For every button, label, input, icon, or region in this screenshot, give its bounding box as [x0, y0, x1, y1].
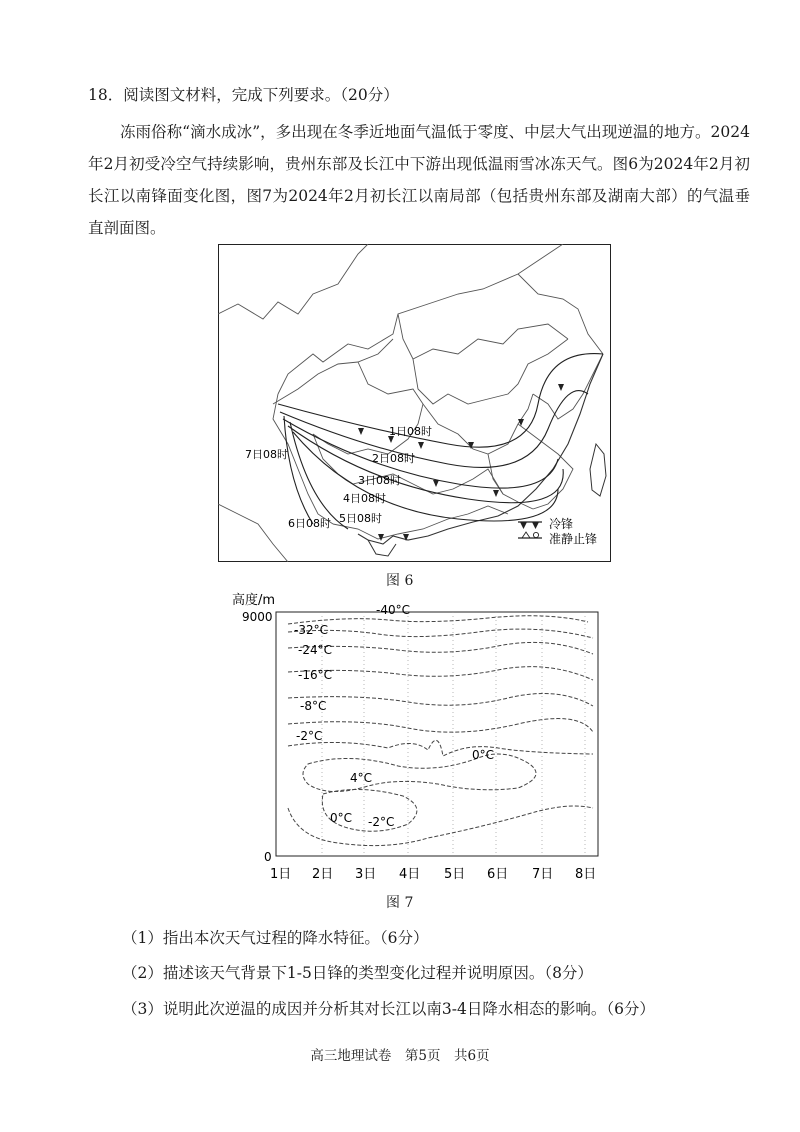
- isotherm-label: -16°C: [298, 668, 332, 682]
- sub-question-2: （2）描述该天气背景下1-5日锋的类型变化过程并说明原因。（8分）: [122, 964, 593, 982]
- x-tick: 4日: [399, 867, 421, 882]
- front-label-day2: 2日08时: [372, 452, 415, 465]
- isotherm-label: -8°C: [300, 699, 327, 713]
- isotherm-label: 0°C: [472, 748, 495, 762]
- question-heading: 18．阅读图文材料，完成下列要求。（20分）: [88, 86, 399, 104]
- front-label-day1: 1日08时: [389, 425, 432, 438]
- x-tick: 7日: [532, 867, 554, 882]
- legend-stationary-front: 准静止锋: [549, 532, 598, 546]
- x-tick: 2日: [312, 867, 334, 882]
- figure-7-profile: [228, 588, 618, 892]
- x-tick: 3日: [355, 867, 377, 882]
- figure-6-caption: 图 6: [386, 573, 414, 589]
- y-tick-bottom: 0: [264, 850, 272, 864]
- figure-6-map: [218, 244, 611, 566]
- isotherm-label: 0°C: [330, 811, 353, 825]
- front-label-day5: 5日08时: [339, 512, 382, 525]
- sub-question-3: （3）说明此次逆温的成因并分析其对长江以南3-4日降水相态的影响。（6分）: [122, 1000, 655, 1018]
- x-tick: 8日: [575, 867, 597, 882]
- sub-question-1: （1）指出本次天气过程的降水特征。（6分）: [122, 929, 429, 947]
- figure-7-caption: 图 7: [386, 895, 414, 911]
- front-label-day7: 7日08时: [245, 448, 288, 461]
- front-label-day6: 6日08时: [288, 517, 331, 530]
- isotherm-label: 4°C: [350, 771, 373, 785]
- page-footer: 高三地理试卷 第5页 共6页: [310, 1048, 490, 1064]
- isotherm-label: -32°C: [294, 623, 328, 637]
- x-tick: 1日: [270, 867, 292, 882]
- x-tick: 6日: [487, 867, 509, 882]
- front-label-day4: 4日08时: [343, 492, 386, 505]
- isotherm-label: -2°C: [368, 815, 395, 829]
- isotherm-label: -2°C: [296, 729, 323, 743]
- isotherm-label: -40°C: [376, 603, 410, 617]
- y-axis-label: 高度/m: [232, 593, 276, 608]
- legend-cold-front: 冷锋: [549, 517, 574, 531]
- front-label-day3: 3日08时: [358, 474, 401, 487]
- x-tick: 5日: [444, 867, 466, 882]
- material-paragraph: 冻雨俗称“滴水成冰”，多出现在冬季近地面气温低于零度、中层大气出现逆温的地方。2024年2月初受冷空气持续影响，贵州东部及长江中下游出现低温雨雪冰冻天气。图6为2024年2月初长江以南锋面变化图，图7为2024年2月初长江以南局部（包括贵州东部及湖南大部）的气温垂直剖面图。: [88, 123, 750, 237]
- isotherm-label: -24°C: [298, 643, 332, 657]
- y-tick-top: 9000: [242, 610, 273, 624]
